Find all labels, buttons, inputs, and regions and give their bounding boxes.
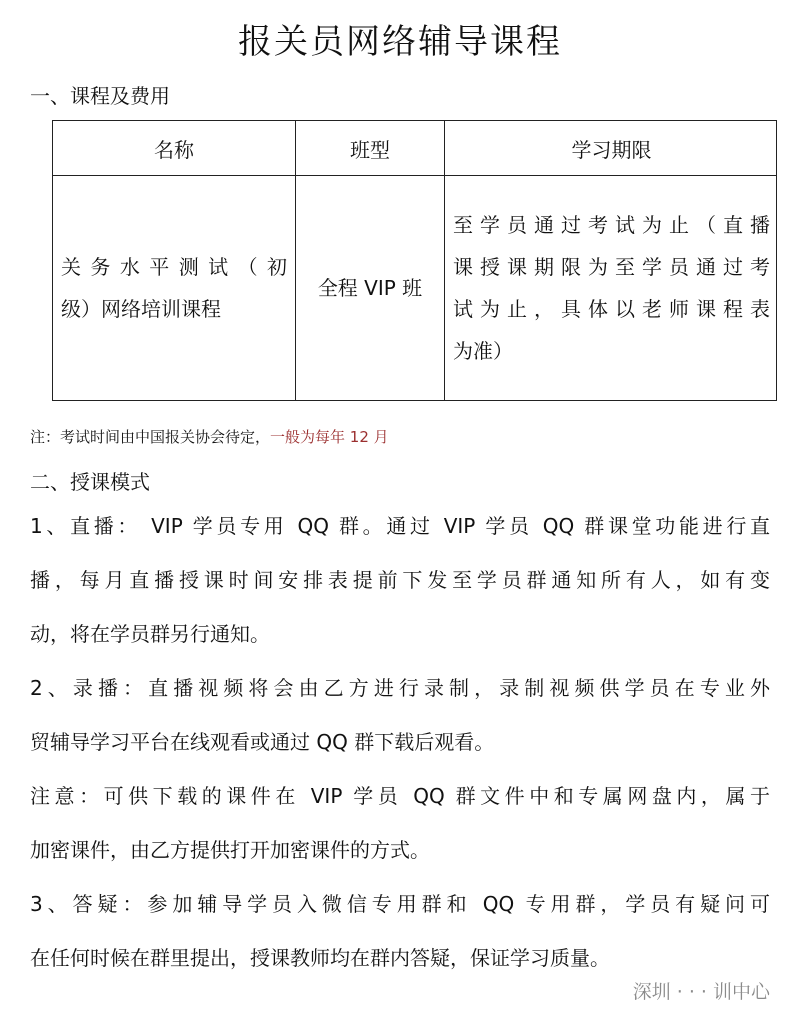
paragraph-line: 动，将在学员群另行通知。 [30, 622, 270, 646]
cell-period-line: 为准） [453, 339, 513, 363]
table-header-row [53, 121, 777, 176]
header-class-type: 班型 [296, 121, 445, 176]
cell-name-line: 级）网络培训课程 [61, 297, 221, 321]
page-title: 报关员网络辅导课程 [238, 22, 562, 62]
section-heading-fees: 一、课程及费用 [30, 84, 170, 108]
course-table [52, 120, 777, 401]
paragraph-line: 1、直播： VIP 学员专用 QQ 群。通过 VIP 学员 QQ 群课堂功能进行直 [30, 514, 770, 538]
header-period: 学习期限 [445, 121, 777, 176]
section-heading-teaching-mode: 二、授课模式 [30, 470, 150, 494]
note-text: 注：考试时间由中国报关协会待定， [30, 428, 271, 446]
cell-name [53, 176, 296, 401]
paragraph-line: 播，每月直播授课时间安排表提前下发至学员群通知所有人，如有变 [30, 568, 770, 592]
paragraph-line: 在任何时候在群里提出，授课教师均在群内答疑，保证学习质量。 [30, 946, 610, 970]
exam-note [30, 426, 389, 447]
cell-class-type: 全程 VIP 班 [296, 176, 445, 401]
paragraph-line: 加密课件，由乙方提供打开加密课件的方式。 [30, 838, 430, 862]
paragraph-line: 3、答疑：参加辅导学员入微信专用群和 QQ 专用群，学员有疑问可 [30, 892, 770, 916]
paragraph-line: 注意：可供下载的课件在 VIP 学员 QQ 群文件中和专属网盘内，属于 [30, 784, 770, 808]
watermark: 深圳 · · · 训中心 [632, 981, 770, 1003]
note-highlight: 一般为每年 12 月 [270, 428, 389, 446]
paragraph-line: 2、录播：直播视频将会由乙方进行录制，录制视频供学员在专业外 [30, 676, 770, 700]
cell-period-line: 试为止，具体以老师课程表 [453, 297, 770, 321]
cell-period-line: 至学员通过考试为止（直播 [453, 213, 770, 237]
cell-period-line: 课授课期限为至学员通过考 [453, 255, 770, 279]
cell-period [445, 176, 777, 401]
cell-name-line: 关务水平测试（初 [61, 255, 287, 279]
table-row [53, 176, 777, 401]
header-name: 名称 [53, 121, 296, 176]
paragraph-line: 贸辅导学习平台在线观看或通过 QQ 群下载后观看。 [30, 730, 495, 754]
